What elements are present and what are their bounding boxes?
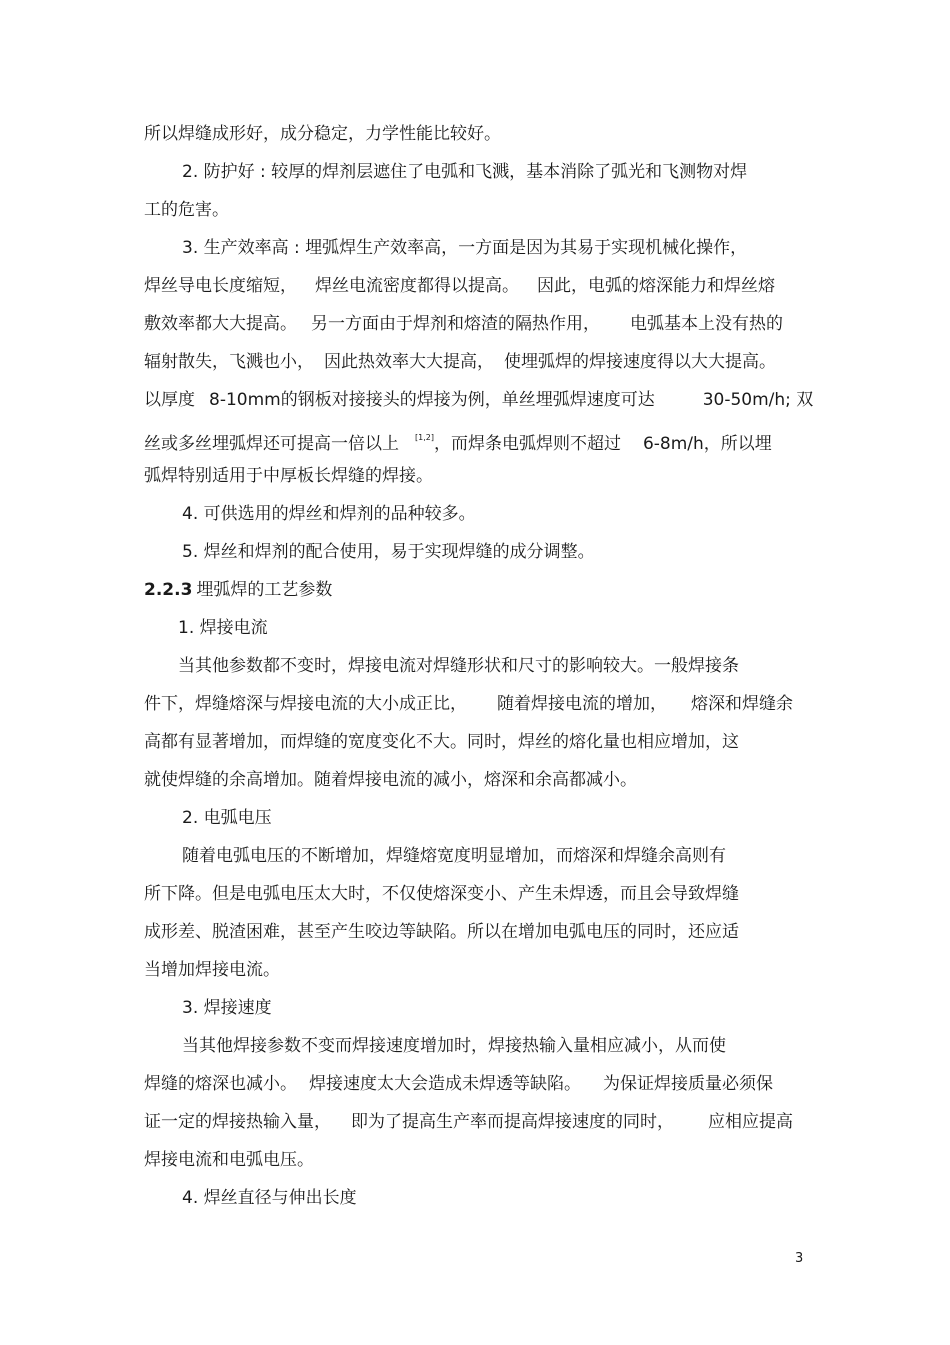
text-line: 丝或多丝埋弧焊还可提高一倍以上 [1,2]，而焊条电弧焊则不超过 6-8m/h，所以埋 xyxy=(144,433,772,454)
text-line: 就使焊缝的余高增加。随着焊接电流的减小，熔深和余高都减小。 xyxy=(144,770,637,790)
list-item: 4. 可供选用的焊丝和焊剂的品种较多。 xyxy=(182,504,476,524)
text-line: 敷效率都大大提高。 另一方面由于焊剂和熔渣的隔热作用， 电弧基本上没有热的 xyxy=(144,314,783,334)
text-line: 随着电弧电压的不断增加，焊缝熔宽度明显增加，而熔深和焊缝余高则有 xyxy=(182,846,726,866)
page-number: 3 xyxy=(795,1251,804,1266)
text-line: 焊丝导电长度缩短， 焊丝电流密度都得以提高。 因此，电弧的熔深能力和焊丝熔 xyxy=(144,276,775,296)
text-line: 焊缝的熔深也减小。 焊接速度太大会造成未焊透等缺陷。 为保证焊接质量必须保 xyxy=(144,1074,773,1094)
text-line: 弧焊特别适用于中厚板长焊缝的焊接。 xyxy=(144,466,433,486)
list-item: 2. 防护好 : 较厚的焊剂层遮住了电弧和飞溅，基本消除了弧光和飞测物对焊 xyxy=(182,162,748,182)
text-line: 当其他参数都不变时，焊接电流对焊缝形状和尺寸的影响较大。一般焊接条 xyxy=(178,656,739,676)
text-line: 当增加焊接电流。 xyxy=(144,960,280,980)
text-line: 证一定的焊接热输入量， 即为了提高生产率而提高焊接速度的同时， 应相应提高 xyxy=(144,1112,793,1132)
section-heading: 2.2.3 埋弧焊的工艺参数 xyxy=(144,580,333,600)
list-item: 3. 生产效率高 : 埋弧焊生产效率高，一方面是因为其易于实现机械化操作， xyxy=(182,238,748,258)
text-line: 高都有显著增加，而焊缝的宽度变化不大。同时，焊丝的熔化量也相应增加，这 xyxy=(144,732,739,752)
text-line: 以厚度 8-10mm的钢板对接接头的焊接为例，单丝埋弧焊速度可达 30-50m/h; 双 xyxy=(144,390,814,410)
subsection-heading: 3. 焊接速度 xyxy=(182,998,272,1018)
subsection-heading: 1. 焊接电流 xyxy=(178,618,268,638)
text-line: 当其他焊接参数不变而焊接速度增加时，焊接热输入量相应减小，从而使 xyxy=(182,1036,726,1056)
subsection-heading: 4. 焊丝直径与伸出长度 xyxy=(182,1188,357,1208)
text-line: 所下降。但是电弧电压太大时，不仅使熔深变小、产生未焊透，而且会导致焊缝 xyxy=(144,884,739,904)
text-line: 辐射散失，飞溅也小， 因此热效率大大提高， 使埋弧焊的焊接速度得以大大提高。 xyxy=(144,352,776,372)
text-line: 所以焊缝成形好，成分稳定，力学性能比较好。 xyxy=(144,124,501,144)
list-item: 5. 焊丝和焊剂的配合使用，易于实现焊缝的成分调整。 xyxy=(182,542,595,562)
text-line: 成形差、脱渣困难，甚至产生咬边等缺陷。所以在增加电弧电压的同时，还应适 xyxy=(144,922,739,942)
text-line: 件下，焊缝熔深与焊接电流的大小成正比， 随着焊接电流的增加， 熔深和焊缝余 xyxy=(144,694,793,714)
subsection-heading: 2. 电弧电压 xyxy=(182,808,272,828)
citation-ref: [1,2] xyxy=(415,433,434,442)
text-line: 工的危害。 xyxy=(144,200,229,220)
text-line: 焊接电流和电弧电压。 xyxy=(144,1150,314,1170)
